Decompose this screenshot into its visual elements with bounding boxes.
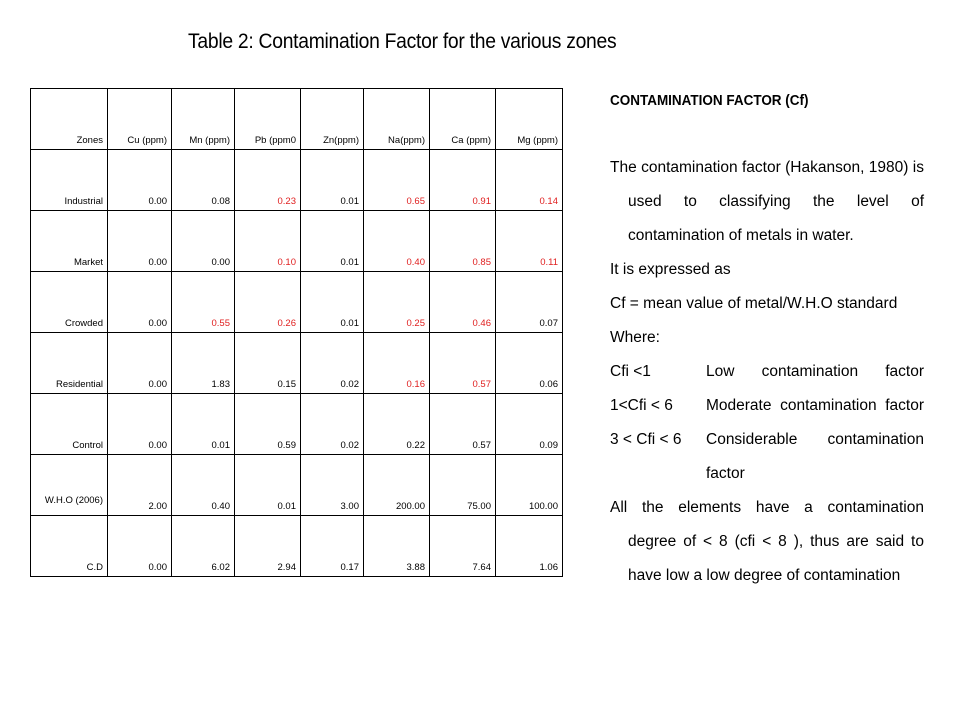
column-header: Zones <box>31 89 108 150</box>
value-cell: 0.46 <box>430 272 496 333</box>
value-cell: 0.16 <box>364 333 430 394</box>
value-cell: 2.94 <box>235 516 301 577</box>
value-cell: 200.00 <box>364 455 430 516</box>
value-cell: 0.00 <box>108 150 172 211</box>
value-cell: 2.00 <box>108 455 172 516</box>
column-header: Ca (ppm) <box>430 89 496 150</box>
value-cell: 0.57 <box>430 394 496 455</box>
value-cell: 1.83 <box>172 333 235 394</box>
definition-desc: Considerable contamination factor <box>706 431 924 482</box>
definition-term: Cfi <1 <box>610 363 651 380</box>
where-text: Where: <box>610 329 660 346</box>
expressed-text: It is expressed as <box>610 261 731 278</box>
value-cell: 0.02 <box>301 333 364 394</box>
value-cell: 100.00 <box>496 455 563 516</box>
value-cell: 0.00 <box>172 211 235 272</box>
zone-cell: Crowded <box>31 272 108 333</box>
definition-desc: Moderate contamination factor <box>706 397 924 414</box>
definition-row <box>610 423 924 491</box>
column-header: Mn (ppm) <box>172 89 235 150</box>
zone-cell: Industrial <box>31 150 108 211</box>
value-cell: 3.00 <box>301 455 364 516</box>
column-header: Na(ppm) <box>364 89 430 150</box>
value-cell: 0.02 <box>301 394 364 455</box>
table-row <box>31 272 563 333</box>
contamination-factor-panel <box>610 93 924 593</box>
value-cell: 0.17 <box>301 516 364 577</box>
value-cell: 0.07 <box>496 272 563 333</box>
zone-cell: C.D <box>31 516 108 577</box>
value-cell: 0.40 <box>172 455 235 516</box>
value-cell: 0.22 <box>364 394 430 455</box>
value-cell: 0.40 <box>364 211 430 272</box>
value-cell: 0.65 <box>364 150 430 211</box>
value-cell: 0.06 <box>496 333 563 394</box>
value-cell: 0.57 <box>430 333 496 394</box>
zone-cell: Residential <box>31 333 108 394</box>
value-cell: 0.08 <box>172 150 235 211</box>
table-row <box>31 150 563 211</box>
value-cell: 0.26 <box>235 272 301 333</box>
value-cell: 0.85 <box>430 211 496 272</box>
intro-paragraph: The contamination factor (Hakanson, 1980) is used to classifying the level of contamination of metals in water. <box>610 159 924 244</box>
value-cell: 0.14 <box>496 150 563 211</box>
header-row <box>31 89 563 150</box>
definition-row <box>610 389 924 423</box>
value-cell: 0.00 <box>108 333 172 394</box>
value-cell: 0.59 <box>235 394 301 455</box>
zone-cell: Control <box>31 394 108 455</box>
value-cell: 6.02 <box>172 516 235 577</box>
definition-desc: Low contamination factor <box>706 363 924 380</box>
value-cell: 75.00 <box>430 455 496 516</box>
value-cell: 3.88 <box>364 516 430 577</box>
column-header: Pb (ppm0 <box>235 89 301 150</box>
table-row <box>31 394 563 455</box>
value-cell: 0.00 <box>108 272 172 333</box>
value-cell: 0.00 <box>108 394 172 455</box>
definition-row <box>610 355 924 389</box>
value-cell: 0.09 <box>496 394 563 455</box>
value-cell: 0.91 <box>430 150 496 211</box>
value-cell: 0.01 <box>301 211 364 272</box>
table-row <box>31 333 563 394</box>
value-cell: 0.00 <box>108 211 172 272</box>
table-row <box>31 455 563 516</box>
definition-term: 1<Cfi < 6 <box>610 397 673 414</box>
value-cell: 0.01 <box>301 272 364 333</box>
table-row <box>31 211 563 272</box>
table-row <box>31 516 563 577</box>
value-cell: 0.55 <box>172 272 235 333</box>
table-title: Table 2: Contamination Factor for the various zones <box>188 30 617 53</box>
column-header: Zn(ppm) <box>301 89 364 150</box>
value-cell: 0.01 <box>172 394 235 455</box>
column-header: Mg (ppm) <box>496 89 563 150</box>
contamination-table <box>30 88 563 577</box>
value-cell: 0.15 <box>235 333 301 394</box>
value-cell: 1.06 <box>496 516 563 577</box>
zone-cell: Market <box>31 211 108 272</box>
zone-cell: W.H.O (2006) <box>31 455 108 516</box>
value-cell: 7.64 <box>430 516 496 577</box>
value-cell: 0.01 <box>235 455 301 516</box>
value-cell: 0.01 <box>301 150 364 211</box>
value-cell: 0.23 <box>235 150 301 211</box>
value-cell: 0.00 <box>108 516 172 577</box>
formula-text: Cf = mean value of metal/W.H.O standard <box>610 295 898 312</box>
panel-heading: CONTAMINATION FACTOR (Cf) <box>610 93 809 109</box>
value-cell: 0.25 <box>364 272 430 333</box>
value-cell: 0.11 <box>496 211 563 272</box>
column-header: Cu (ppm) <box>108 89 172 150</box>
definition-list <box>610 355 924 491</box>
definition-term: 3 < Cfi < 6 <box>610 431 682 448</box>
table-body <box>31 89 563 577</box>
value-cell: 0.10 <box>235 211 301 272</box>
conclusion-paragraph: All the elements have a contamination degree of < 8 (cfi < 8 ), thus are said to have low a low degree of contamination <box>610 499 924 584</box>
